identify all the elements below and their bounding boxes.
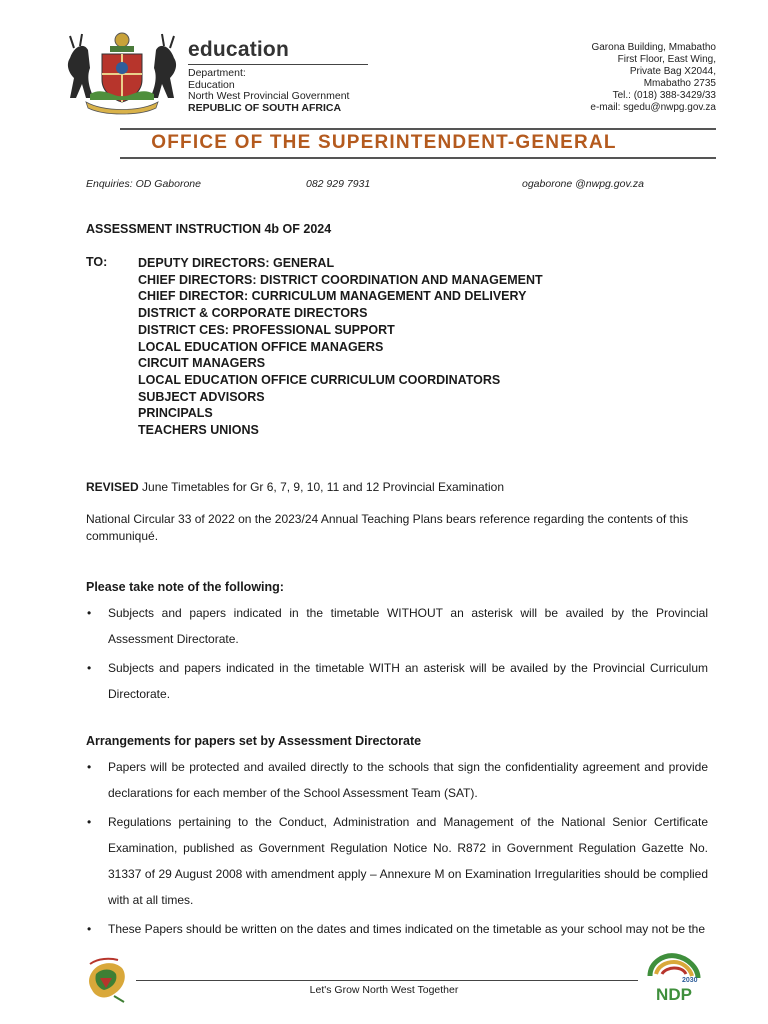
department-line: North West Provincial Government [188,90,350,102]
ndp-logo-icon [644,952,704,1004]
recipient: DISTRICT CES: PROFESSIONAL SUPPORT [138,322,395,337]
note-item [86,600,708,652]
note-item [86,655,708,707]
address-line: Garona Building, Mmabatho [591,42,716,53]
arrangement-item-text: Regulations pertaining to the Conduct, Administration and Management of the National Senior Certificate Examination, published as Government Regulation Notice No. R872 in Government Regulation Gazette No. 31337 of 29 August 2008 with amendment apply – Annexure M on Examination Irregularities should be complied with at all times. [108,815,708,907]
arrangement-item [86,809,708,913]
note-list [86,600,708,707]
department-line: Department: [188,67,246,79]
subject-line [86,480,504,494]
arrangement-item [86,916,708,942]
address-line: First Floor, East Wing, [617,54,716,65]
header-rule-top [120,128,716,130]
instruction-title: ASSESSMENT INSTRUCTION 4b OF 2024 [86,222,332,236]
recipient: PRINCIPALS [138,406,213,421]
arrangements-list [86,754,708,942]
to-label: TO: [86,255,108,269]
circular-reference: National Circular 33 of 2022 on the 2023/24 Annual Teaching Plans bears reference regarding the contents of this communiqué. [86,512,689,543]
department-title: education [188,38,289,61]
recipient: LOCAL EDUCATION OFFICE CURRICULUM COORDINATORS [138,372,501,387]
bullet-icon: • [87,815,92,829]
recipient: CIRCUIT MANAGERS [138,356,266,371]
department-line: Education [188,78,235,91]
recipient: CHIEF DIRECTOR: CURRICULUM MANAGEMENT AND DELIVERY [138,289,527,304]
note-item-text: Subjects and papers indicated in the timetable WITH an asterisk will be availed by the Provincial Curriculum Directorate. [108,661,708,701]
arrangement-item [86,754,708,806]
header-rule-bottom [120,157,716,159]
note-heading: Please take note of the following: [86,580,284,594]
address-block [506,42,716,114]
enquiries-phone: 082 929 7931 [306,178,371,190]
bullet-icon: • [87,760,92,774]
footer-slogan: Let's Grow North West Together [309,984,459,996]
bullet-icon: • [87,606,92,620]
recipient: CHIEF DIRECTORS: DISTRICT COORDINATION AND MANAGEMENT [138,272,543,287]
office-title: OFFICE OF THE SUPERINTENDENT-GENERAL [151,132,617,153]
recipient: DEPUTY DIRECTORS: GENERAL [138,256,335,270]
department-block [188,38,388,114]
enquiries-name: Enquiries: OD Gaborone [86,178,201,190]
address-line: Private Bag X2044, [629,66,716,77]
arrangement-item-text: These Papers should be written on the dates and times indicated on the timetable as your school may not be the [108,922,706,936]
department-rule [188,64,368,65]
recipient: LOCAL EDUCATION OFFICE MANAGERS [138,339,384,354]
recipient-list [138,255,543,439]
address-line: Mmabatho 2735 [643,78,716,89]
coat-of-arms-icon [64,28,180,116]
note-item-text: Subjects and papers indicated in the timetable WITHOUT an asterisk will be availed by the Provincial Assessment Directorate. [108,606,708,646]
arrangement-item-text: Papers will be protected and availed directly to the schools that sign the confidentiality agreement and provide declarations for each member of the School Assessment Team (SAT). [108,760,708,800]
subject-revised: REVISED [86,480,139,494]
recipient: TEACHERS UNIONS [138,423,259,438]
subject-text: June Timetables for Gr 6, 7, 9, 10, 11 and 12 Provincial Examination [138,480,504,494]
enquiries-email: ogaborone @nwpg.gov.za [522,178,644,190]
recipient: SUBJECT ADVISORS [138,389,265,404]
bullet-icon: • [87,922,92,936]
arrangements-heading: Arrangements for papers set by Assessment Directorate [86,734,422,748]
provincial-emblem-icon [84,954,132,1004]
ndp-year: 2030 [682,977,698,984]
address-phone: Tel.: (018) 388-3429/33 [612,90,716,101]
recipient: DISTRICT & CORPORATE DIRECTORS [138,306,368,321]
ndp-label: NDP [656,985,692,1004]
footer-rule [136,980,638,981]
bullet-icon: • [87,661,92,675]
republic-line: REPUBLIC OF SOUTH AFRICA [188,101,342,114]
address-email: e-mail: sgedu@nwpg.gov.za [590,102,716,113]
